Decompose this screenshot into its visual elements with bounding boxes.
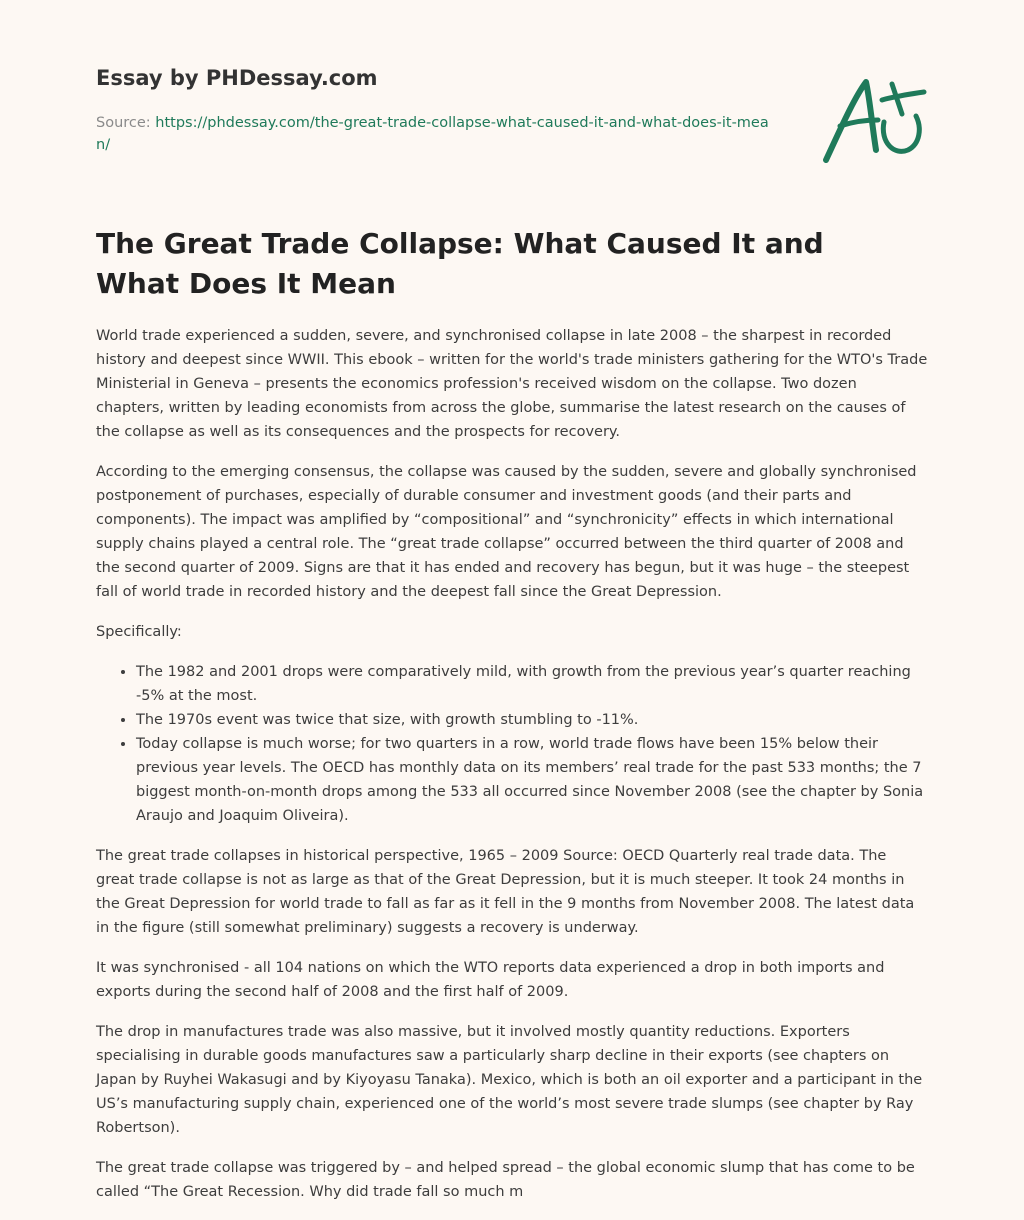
a-plus-logo-icon — [820, 70, 930, 166]
paragraph-1: World trade experienced a sudden, severe, and synchronised collapse in late 2008 – the sharpest in recorded history and deepest since WWII. This ebook – written for the world's trade ministers gathering for the WTO's Trade Ministerial in Geneva – presents the economics profession's received wisdom on the collapse. Two dozen chapters, written by leading economists from across the globe, summarise the latest research on the causes of the collapse as well as its consequences and the prospects for recovery. — [96, 328, 928, 440]
article-body — [96, 324, 928, 1220]
paragraph-4: The great trade collapses in historical perspective, 1965 – 2009 Source: OECD Quarterly real trade data. The great trade collapse is not as large as that of the Great Depression, but it is much steeper. It took 24 months in the Great Depression for world trade to fall as far as it fell in the 9 months from November 2008. The latest data in the figure (still somewhat preliminary) suggests a recovery is underway. — [96, 848, 915, 936]
bullet-list — [96, 660, 928, 828]
list-item: • Today collapse is much worse; for two quarters in a row, world trade flows have been 15% below their previous year levels. The OECD has monthly data on its members’ real trade for the past 533 months; the 7 biggest month-on-month drops among the 533 all occurred since November 2008 (see the chapter by Sonia Araujo and Joaquim Oliveira). — [136, 732, 928, 828]
paragraph-5: It was synchronised - all 104 nations on which the WTO reports data experienced a drop in both imports and exports during the second half of 2008 and the first half of 2009. — [96, 960, 885, 1000]
list-item: • The 1970s event was twice that size, with growth stumbling to -11%. — [136, 708, 928, 732]
brand-title: Essay by PHDessay.com — [96, 66, 378, 90]
source-line — [96, 112, 776, 156]
list-item: • The 1982 and 2001 drops were comparatively mild, with growth from the previous year’s quarter reaching -5% at the most. — [136, 660, 928, 708]
source-link[interactable]: https://phdessay.com/the-great-trade-collapse-what-caused-it-and-what-does-it-mean/ — [96, 115, 769, 153]
page — [96, 0, 928, 1200]
paragraph-7: The great trade collapse was triggered by – and helped spread – the global economic slump that has come to be called “The Great Recession. Why did trade fall so much m — [96, 1160, 915, 1200]
source-label: Source: — [96, 115, 151, 131]
paragraph-6: The drop in manufactures trade was also massive, but it involved mostly quantity reductions. Exporters specialising in durable goods manufactures saw a particularly sharp decline in their exports (see chapters on Japan by Ruyhei Wakasugi and by Kiyoyasu Tanaka). Mexico, which is both an oil exporter and a participant in the US’s manufacturing supply chain, experienced one of the world’s most severe trade slumps (see chapter by Ray Robertson). — [96, 1024, 923, 1136]
article-title: The Great Trade Collapse: What Caused It and What Does It Mean — [96, 227, 824, 300]
paragraph-3: Specifically: — [96, 624, 182, 640]
header — [96, 0, 928, 200]
paragraph-2: According to the emerging consensus, the collapse was caused by the sudden, severe and globally synchronised postponement of purchases, especially of durable consumer and investment goods (and their parts and components). The impact was amplified by “compositional” and “synchronicity” effects in which international supply chains played a central role. The “great trade collapse” occurred between the third quarter of 2008 and the second quarter of 2009. Signs are that it has ended and recovery has begun, but it was huge – the steepest fall of world trade in recorded history and the deepest fall since the Great Depression. — [96, 464, 917, 600]
